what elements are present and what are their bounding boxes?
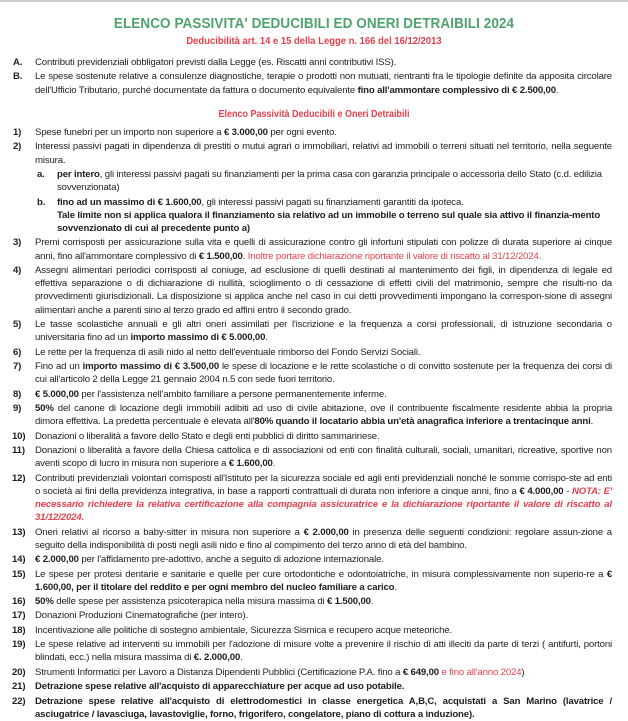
text-segment: € 1.500,00 xyxy=(198,250,243,262)
list-item-22 xyxy=(0,695,628,721)
item-marker: A. xyxy=(13,57,23,68)
text-segment: per ogni evento. xyxy=(267,127,337,138)
text-segment: Le tasse scolastiche annuali e gli altri oneri assimilati per l'iscrizione e la frequenza a corsi professionali, di istruzione secondaria o universitaria fino ad un xyxy=(35,318,612,344)
text-segment: Contributi previdenziali obbligatori previsti dalla Legge (es. Riscatti anni contributivi ISS). xyxy=(35,57,397,68)
text-segment: 50% xyxy=(35,402,54,414)
list-item-6 xyxy=(0,346,628,359)
text-segment: le spese di locazione e le rette scolastiche o di convitto sostenute per la frequenza dei corsi di cui all'articolo 2 della Legge 21 gennaio 2004 n.5 con sede fuori territorio. xyxy=(35,360,612,386)
text-segment: Le spese per protesi dentarie e sanitarie e quelle per cure ortodontiche e odontoiatriche, in misura complessivamente non superio-re a xyxy=(35,568,607,580)
text-segment: 18) xyxy=(12,624,26,636)
text-segment: 7) xyxy=(13,360,22,372)
list-item-11 xyxy=(0,444,628,470)
text-segment: 50% xyxy=(35,596,54,608)
text-segment: Premi corrisposti per assicurazione sulla vita e quelli di assicurazione contro gli infortuni stipulati con polizze di durata superiore ai cinque anni, fino all'ammontare complessivo di xyxy=(35,237,612,262)
text-segment: 8) xyxy=(13,388,22,400)
text-segment: 3) xyxy=(13,237,22,249)
text-segment: ) xyxy=(521,666,525,678)
text-segment: € 1.500,00 xyxy=(327,596,371,608)
text-segment: Interessi passivi pagati in dipendenza di prestiti o mutui agrari o immobiliari, relativi ad immobili o terreni situati nel territorio, nella seguente misura. xyxy=(35,141,612,166)
list-item-13 xyxy=(0,526,628,552)
text-segment: € 1.600,00, per il titolare del reddito e per ogni membro del nucleo familiare a carico xyxy=(35,568,612,593)
text-segment: Fino ad un xyxy=(35,360,83,372)
text-segment: per l'assistenza nell'ambito familiare a persone permanentemente inferme. xyxy=(78,388,387,400)
text-segment: , gli interessi passivi pagati su finanziamenti garantiti da ipoteca. xyxy=(201,196,464,208)
text-segment: 19) xyxy=(12,639,26,651)
text-segment: fino ad un massimo di € 1.600,00 xyxy=(57,196,202,208)
text-segment: 9) xyxy=(13,402,22,414)
text-segment: . xyxy=(265,332,268,344)
text-segment: 1) xyxy=(13,127,22,138)
text-segment: Donazioni Produzioni Cinematografiche (per intero). xyxy=(35,610,249,622)
text-segment: . xyxy=(555,84,559,96)
intro-list xyxy=(0,56,628,97)
list-item-3 xyxy=(0,236,628,262)
text-segment: 11) xyxy=(12,444,25,456)
text-segment: importo massimo di € 3.500,00 xyxy=(82,360,220,372)
redemption-note: Inoltre portare dichiarazione riportante il valore di riscatto al 31/12/2024. xyxy=(247,250,542,262)
text-segment: 10) xyxy=(12,430,26,442)
list-item-17 xyxy=(0,609,628,622)
list-item-12 xyxy=(0,472,628,525)
section-title: Elenco Passività Deducibili e Oneri Detraibili xyxy=(218,109,410,120)
list-item-15 xyxy=(0,568,628,594)
list-item-10 xyxy=(0,430,628,443)
text-segment: Le rette per la frequenza di asili nido al netto dell'eventuale rimborso del Fondo Servizi Sociali. xyxy=(35,346,421,358)
list-item-9 xyxy=(0,402,628,428)
text-segment: . xyxy=(590,416,594,428)
text-segment: Detrazione spese relative all'acquisto di elettrodomestici in classe energetica A,B,C, acquistati a San Marino (lavatrice / asciugatrice / lavasciuga, lavastoviglie, forno, frigorifero, congelatore, piano di cottura a induzione). xyxy=(35,695,612,720)
list-subitem-2b xyxy=(0,196,628,236)
list-item-19 xyxy=(0,638,628,664)
text-segment: . xyxy=(370,596,374,608)
intro-item-b xyxy=(0,70,628,96)
text-segment: del canone di locazione degli immobili adibiti ad uso di civile abitazione, ove il contribuente fiscalmente residente abbia la propria dimora effettiva. La predetta percentuale è elevata all' xyxy=(35,402,612,428)
text-segment: . xyxy=(242,250,248,262)
text-segment: Le spese sostenute relative a consulenze diagnostiche, terapie o prodotti non mutuati, rientranti fra le tipologie definite da apposita circolare dell'Ufficio Tributario, purché documentate da fattura o documento equivalente xyxy=(35,71,612,96)
text-segment: fino all'ammontare complessivo di € 2.500,00 xyxy=(357,84,556,96)
text-segment: 16) xyxy=(12,596,26,608)
top-border xyxy=(0,0,628,2)
list-item-20 xyxy=(0,666,628,679)
text-segment: Oneri relativi al ricorso a baby-sitter in misura non superiore a xyxy=(35,526,304,538)
text-segment: 5) xyxy=(13,318,22,330)
text-segment: per intero xyxy=(57,168,100,180)
item-marker: B. xyxy=(13,71,23,83)
text-segment: 14) xyxy=(12,554,26,566)
text-segment: 22) xyxy=(12,695,26,707)
text-segment: 17) xyxy=(12,610,26,622)
text-segment: € 2.000,00 xyxy=(303,526,349,538)
text-segment: € 4.000,00 xyxy=(519,485,564,497)
text-segment: delle spese per assistenza psicoterapica nella misura massima di xyxy=(53,596,328,608)
text-segment: importo massimo di € 5.000,00 xyxy=(130,332,266,344)
text-segment: e fino all'anno 2024 xyxy=(438,666,522,678)
intro-item-a xyxy=(0,56,628,69)
text-segment: 6) xyxy=(13,346,22,358)
text-segment: , gli interessi passivi pagati su finanziamenti per la prima casa con garanzia principale o accessoria dello Stato (c.d. edilizia sovvenzionata) xyxy=(57,168,602,194)
text-segment: in presenza delle seguenti condizioni: regolare assun-zione a seguito della indisponibilità di posti negli asili nido e fino al compimento del terzo anno di età del bambino. xyxy=(35,526,612,551)
list-item-4 xyxy=(0,264,628,317)
text-segment: . xyxy=(240,652,243,664)
certification-note: NOTA: E' necessario richiedere la relativa certificazione alla compagnia assicuratrice e la dichiarazione riportante il valore di riscatto al 31/12/2024. xyxy=(35,485,612,524)
text-segment: 2) xyxy=(13,141,22,153)
text-segment: 20) xyxy=(12,666,26,678)
text-segment: 15) xyxy=(12,568,26,580)
text-segment: € 1.600,00 xyxy=(228,458,273,470)
list-item-2 xyxy=(0,140,628,166)
list-item-1 xyxy=(0,126,628,139)
list-item-16 xyxy=(0,595,628,608)
list-item-14 xyxy=(0,553,628,566)
page-title: ELENCO PASSIVITA' DEDUCIBILI ED ONERI DETRAIBILI 2024 xyxy=(113,16,515,32)
text-segment: € 3.000,00 xyxy=(223,127,268,138)
text-segment: Donazioni o liberalità a favore della Chiesa cattolica e di associazioni od enti con finalità culturali, sociali, umanitari, ricreative, sportive non aventi scopo di lucro in misura non superiore a xyxy=(35,444,612,470)
text-segment: - xyxy=(563,485,572,497)
text-segment: Tale limite non si applica qualora il finanziamento sia relativo ad un immobile o terreno sul quale sia attivo il finanzia-mento sovvenzionato di cui al precedente punto a) xyxy=(57,209,601,234)
text-segment: a. xyxy=(37,168,45,180)
list-item-7 xyxy=(0,360,628,386)
text-segment: Strumenti Informatici per Lavoro a Distanza Dipendenti Pubblici (Certificazione P.A. fino a xyxy=(35,666,403,678)
page-subtitle: Deducibilità art. 14 e 15 della Legge n. 166 del 16/12/2013 xyxy=(186,35,442,47)
text-segment: 80% quando il locatario abbia un'età anagrafica inferiore a trentacinque anni xyxy=(254,416,591,428)
text-segment: b. xyxy=(37,196,46,208)
text-segment: Contributi previdenziali volontari corrisposti all'Istituto per la sicurezza sociale ed agli enti previdenziali nonché le somme corrispo-ste ad enti o società ai fini della previdenza integrativa, in base a rapporti contrattuali di durata non inferiore a cinque anni, fino a xyxy=(35,472,612,497)
text-segment: 12) xyxy=(12,472,26,484)
text-segment: € 2.000,00 xyxy=(35,554,79,566)
text-segment: 21) xyxy=(12,681,26,693)
list-item-8 xyxy=(0,388,628,401)
text-segment: € 5.000,00 xyxy=(35,388,79,400)
deductions-list xyxy=(0,126,628,721)
text-segment: . xyxy=(394,581,397,593)
text-segment: Donazioni o liberalità a favore dello Stato e degli enti pubblici di diritto sammarinese. xyxy=(35,430,380,442)
list-item-21 xyxy=(0,680,628,693)
list-subitem-2a xyxy=(0,168,628,194)
text-segment: . xyxy=(272,458,276,470)
text-segment: 13) xyxy=(12,526,26,538)
list-item-5 xyxy=(0,318,628,344)
text-segment: Assegni alimentari periodici corrisposti al coniuge, ad esclusione di quelli destinati al mantenimento dei figli, in dipendenza di legale ed effettiva separazione o di dichiarazione di nullità, scioglimento o di cessazione di effetti civili del matrimonio, sempre che risulti-no da provvedimenti giurisdizionali. La disposizione si applica anche nel caso in cui detti provvedimenti impongano la correspon-sione di assegni alimentari anche a parenti sino al terzo grado ed affini entro il secondo grado. xyxy=(35,264,612,316)
text-segment: Le spese relative ad interventi su immobili per l'adozione di misure volte a prevenire il rischio di atti illeciti da parte di terzi ( antifurti, portoni blindati, ecc.) nella misura massima di xyxy=(35,639,612,664)
text-segment: Spese funebri per un importo non superiore a xyxy=(35,127,224,138)
text-segment: € 649,00 xyxy=(402,666,439,678)
text-segment: 4) xyxy=(13,264,22,276)
text-segment: €. 2.000,00 xyxy=(193,652,241,664)
list-item-18 xyxy=(0,624,628,637)
text-segment: per l'affidamento pre-adottivo, anche a seguito di adozione internazionale. xyxy=(78,554,384,566)
text-segment: Incentivazione alle politiche di sostegno ambientale, Sicurezza Sismica e recupero acque meteoriche. xyxy=(35,624,452,636)
text-segment: Detrazione spese relative all'acquisto di apparecchiature per acque ad uso potabile. xyxy=(35,681,405,693)
